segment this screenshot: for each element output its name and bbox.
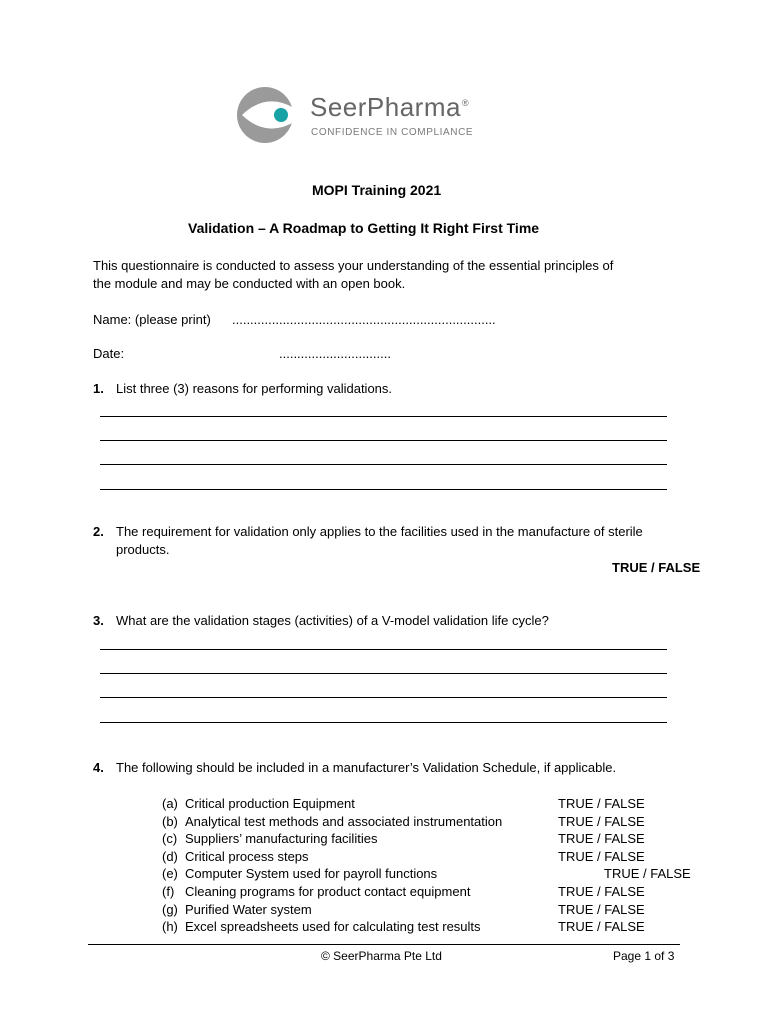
q3-answer-line[interactable] xyxy=(100,697,667,698)
intro-line-2: the module and may be conducted with an open book. xyxy=(93,276,406,291)
q2-text-line-2: products. xyxy=(116,542,170,557)
name-field[interactable]: ......................................................................... xyxy=(232,312,496,327)
q3-number: 3. xyxy=(93,613,104,628)
q4-item-g: (g) Purified Water system xyxy=(162,902,312,917)
footer-copyright: © SeerPharma Pte Ltd xyxy=(321,949,442,963)
q1-answer-line[interactable] xyxy=(100,440,667,441)
q1-answer-line[interactable] xyxy=(100,416,667,417)
company-logo xyxy=(236,86,536,146)
q4-item-h-true-false[interactable]: TRUE / FALSE xyxy=(558,919,645,934)
name-label: Name: (please print) xyxy=(93,312,211,327)
q3-text: What are the validation stages (activities) of a V-model validation life cycle? xyxy=(116,613,549,628)
q2-number: 2. xyxy=(93,524,104,539)
q4-item-b: (b) Analytical test methods and associated instrumentation xyxy=(162,814,503,829)
q4-text: The following should be included in a manufacturer’s Validation Schedule, if applicable. xyxy=(116,760,617,775)
footer-page-number: Page 1 of 3 xyxy=(613,949,675,963)
q4-number: 4. xyxy=(93,760,104,775)
q3-answer-line[interactable] xyxy=(100,673,667,674)
course-title: MOPI Training 2021 xyxy=(312,182,442,198)
logo-name: SeerPharma® xyxy=(310,92,470,122)
q4-item-b-true-false[interactable]: TRUE / FALSE xyxy=(558,814,645,829)
q4-item-a: (a) Critical production Equipment xyxy=(162,796,355,811)
footer-divider xyxy=(88,944,680,945)
intro-line-1: This questionnaire is conducted to assess your understanding of the essential principles of xyxy=(93,258,614,273)
q4-item-a-true-false[interactable]: TRUE / FALSE xyxy=(558,796,645,811)
q1-text: List three (3) reasons for performing validations. xyxy=(116,381,393,396)
q1-answer-line[interactable] xyxy=(100,464,667,465)
q4-item-d: (d) Critical process steps xyxy=(162,849,309,864)
q4-item-f: (f) Cleaning programs for product contact equipment xyxy=(162,884,471,899)
q4-item-d-true-false[interactable]: TRUE / FALSE xyxy=(558,849,645,864)
q2-text-line-1: The requirement for validation only applies to the facilities used in the manufacture of sterile xyxy=(116,524,643,539)
q3-answer-line[interactable] xyxy=(100,722,667,723)
seerpharma-eye-icon xyxy=(236,86,298,146)
document-title: Validation – A Roadmap to Getting It Right First Time xyxy=(188,220,540,236)
q1-number: 1. xyxy=(93,381,104,396)
q4-item-c: (c) Suppliers’ manufacturing facilities xyxy=(162,831,378,846)
q4-item-e: (e) Computer System used for payroll functions xyxy=(162,866,438,881)
q4-item-h: (h) Excel spreadsheets used for calculating test results xyxy=(162,919,481,934)
q4-item-c-true-false[interactable]: TRUE / FALSE xyxy=(558,831,645,846)
date-field[interactable]: ............................... xyxy=(279,346,391,361)
q4-item-f-true-false[interactable]: TRUE / FALSE xyxy=(558,884,645,899)
logo-tagline: CONFIDENCE IN COMPLIANCE xyxy=(311,127,474,138)
q3-answer-line[interactable] xyxy=(100,649,667,650)
q1-answer-line[interactable] xyxy=(100,489,667,490)
q2-true-false[interactable]: TRUE / FALSE xyxy=(612,560,701,575)
q4-item-g-true-false[interactable]: TRUE / FALSE xyxy=(558,902,645,917)
date-label: Date: xyxy=(93,346,125,361)
q4-item-e-true-false[interactable]: TRUE / FALSE xyxy=(604,866,691,881)
